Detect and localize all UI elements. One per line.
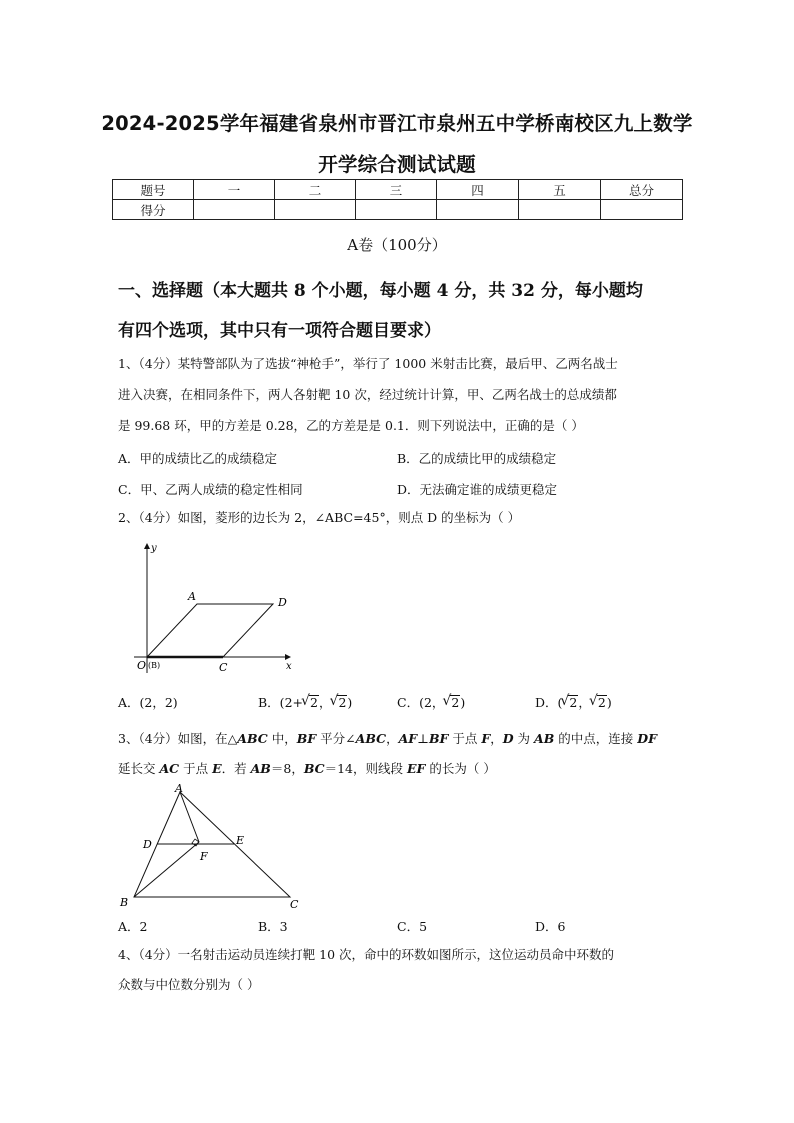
table-cell: 题号: [113, 180, 194, 200]
point-d-label: D: [143, 838, 152, 851]
table-cell: 一: [194, 180, 275, 200]
q3-option-c[interactable]: C．5: [397, 919, 428, 934]
q3-text-part: ABC: [355, 731, 387, 746]
origin-label: O: [137, 659, 147, 672]
q3-text-line2: [118, 761, 496, 777]
q1-text-line3: 是 99.68 环，甲的方差是 0.28，乙的方差是是 0.1．则下列说法中，正确的是（ ）: [118, 418, 584, 433]
q3-text-part: ．若: [221, 761, 251, 776]
q3-triangle-figure: [112, 782, 312, 912]
q3-text-part: AB: [534, 731, 555, 746]
q3-text-part: 于点: [179, 761, 213, 776]
q2-option-c-close: ): [460, 695, 466, 710]
q3-text-part: ⊥: [417, 731, 429, 746]
table-cell: 得分: [113, 200, 194, 220]
table-cell: 三: [356, 180, 437, 200]
q4-text-line1: 4、（4分）一名射击运动员连续打靶 10 次，命中的环数如图所示，这位运动员命中环数的: [118, 947, 615, 962]
sqrt-symbol: √ 2: [568, 695, 578, 710]
table-cell: 二: [275, 180, 356, 200]
volume-title: A卷（100分）: [347, 236, 447, 254]
point-a-label: A: [188, 590, 196, 603]
sqrt-symbol: √ 2: [597, 695, 607, 710]
q3-text-part: 延长交: [118, 761, 160, 776]
sqrt-symbol: √ 2: [309, 695, 319, 710]
q3-text-part: E: [212, 761, 222, 776]
score-table-header-row: [113, 180, 683, 200]
q2-option-a[interactable]: A．(2，2): [118, 695, 178, 710]
q4-text-line2: 众数与中位数分别为（ ）: [118, 977, 260, 992]
q3-text-part: ，: [490, 731, 503, 746]
q3-text-part: ＝8，: [270, 761, 304, 776]
q3-text-part: BF: [296, 731, 317, 746]
q2-option-d-sep: ，: [578, 695, 591, 710]
q3-text-part: ABC: [237, 731, 268, 746]
q3-text-part: 于点: [448, 731, 482, 746]
q3-text-line1: [118, 731, 657, 747]
q3-text-part: ，: [386, 731, 399, 746]
q3-option-d[interactable]: D．6: [535, 919, 566, 934]
rhombus-shape: [147, 604, 273, 657]
table-cell: 总分: [601, 180, 683, 200]
q3-option-b[interactable]: B．3: [258, 919, 288, 934]
y-axis-label: y: [151, 543, 157, 554]
score-blank-cell[interactable]: [519, 200, 601, 220]
point-b-label: B: [120, 896, 129, 909]
q2-option-d-close: ): [606, 695, 612, 710]
section-heading-line1: 一、选择题（本大题共 8 个小题，每小题 4 分，共 32 分，每小题均: [118, 281, 643, 301]
q1-option-b[interactable]: B．乙的成绩比甲的成绩稳定: [397, 451, 557, 466]
score-table: [112, 179, 683, 220]
point-b-label: (B): [148, 661, 161, 670]
q3-text-part: 的长为（ ）: [425, 761, 496, 776]
q1-text-line2: 进入决赛，在相同条件下，两人各射靶 10 次，经过统计计算，甲、乙两名战士的总成绩都: [118, 387, 617, 402]
score-blank-cell[interactable]: [194, 200, 275, 220]
score-blank-cell[interactable]: [356, 200, 437, 220]
q2-option-b-prefix: B．(2+: [258, 695, 303, 710]
point-c-label: C: [290, 898, 299, 911]
q3-text-part: D: [502, 731, 514, 746]
q3-text-part: ＝14，则线段: [324, 761, 407, 776]
q3-text-part: 的中点，连接: [554, 731, 638, 746]
exam-title-line1: 2024-2025学年福建省泉州市晋江市泉州五中学桥南校区九上数学: [101, 112, 693, 135]
q3-text-part: AC: [159, 761, 180, 776]
score-blank-cell[interactable]: [275, 200, 356, 220]
q2-text: 2、（4分）如图，菱形的边长为 2，∠ABC=45°，则点 D 的坐标为（ ）: [118, 510, 521, 525]
q3-text-part: 中，: [267, 731, 297, 746]
x-axis-label: x: [286, 661, 292, 672]
q2-option-b[interactable]: [258, 693, 352, 711]
score-blank-cell[interactable]: [437, 200, 519, 220]
q1-text-line1: 1、（4分）某特警部队为了选拔“神枪手”，举行了 1000 米射击比赛，最后甲、乙两名战士: [118, 356, 618, 371]
q3-text-part: EF: [406, 761, 426, 776]
q3-option-a[interactable]: A．2: [118, 919, 148, 934]
point-f-label: F: [200, 850, 208, 863]
q3-text-part: BC: [303, 761, 325, 776]
q2-option-d-prefix: D．(: [535, 695, 563, 710]
score-blank-cell[interactable]: [601, 200, 683, 220]
exam-title-line2: 开学综合测试试题: [318, 153, 476, 176]
score-table-score-row: [113, 200, 683, 220]
q2-option-d[interactable]: [535, 693, 612, 711]
q3-text-part: AF: [398, 731, 418, 746]
q2-option-b-sep: ，: [318, 695, 332, 710]
q1-option-d[interactable]: D．无法确定谁的成绩更稳定: [397, 482, 558, 497]
q1-option-a[interactable]: A．甲的成绩比乙的成绩稳定: [118, 451, 278, 466]
q3-text-part: 3、（4分）如图，在△: [118, 731, 238, 746]
table-cell: 四: [437, 180, 519, 200]
q2-option-c[interactable]: [397, 693, 465, 711]
q3-text-part: DF: [637, 731, 657, 746]
point-e-label: E: [236, 834, 245, 847]
q2-option-c-prefix: C．(2，: [397, 695, 445, 710]
point-c-label: C: [219, 661, 228, 674]
point-a-label: A: [175, 782, 183, 795]
section-heading-line2: 有四个选项，其中只有一项符合题目要求）: [118, 321, 441, 341]
q2-rhombus-figure: [120, 538, 310, 676]
sqrt-symbol: √ 2: [450, 695, 460, 710]
q3-text-part: 为: [513, 731, 535, 746]
q3-text-part: F: [481, 731, 491, 746]
q1-option-c[interactable]: C．甲、乙两人成绩的稳定性相同: [118, 482, 303, 497]
table-cell: 五: [519, 180, 601, 200]
segment-af: [180, 792, 199, 842]
q3-text-part: 平分∠: [316, 731, 356, 746]
q3-text-part: BF: [428, 731, 449, 746]
point-d-label: D: [278, 596, 287, 609]
q3-text-part: AB: [250, 761, 271, 776]
q2-option-b-close: ): [347, 695, 353, 710]
sqrt-symbol: √ 2: [337, 695, 347, 710]
